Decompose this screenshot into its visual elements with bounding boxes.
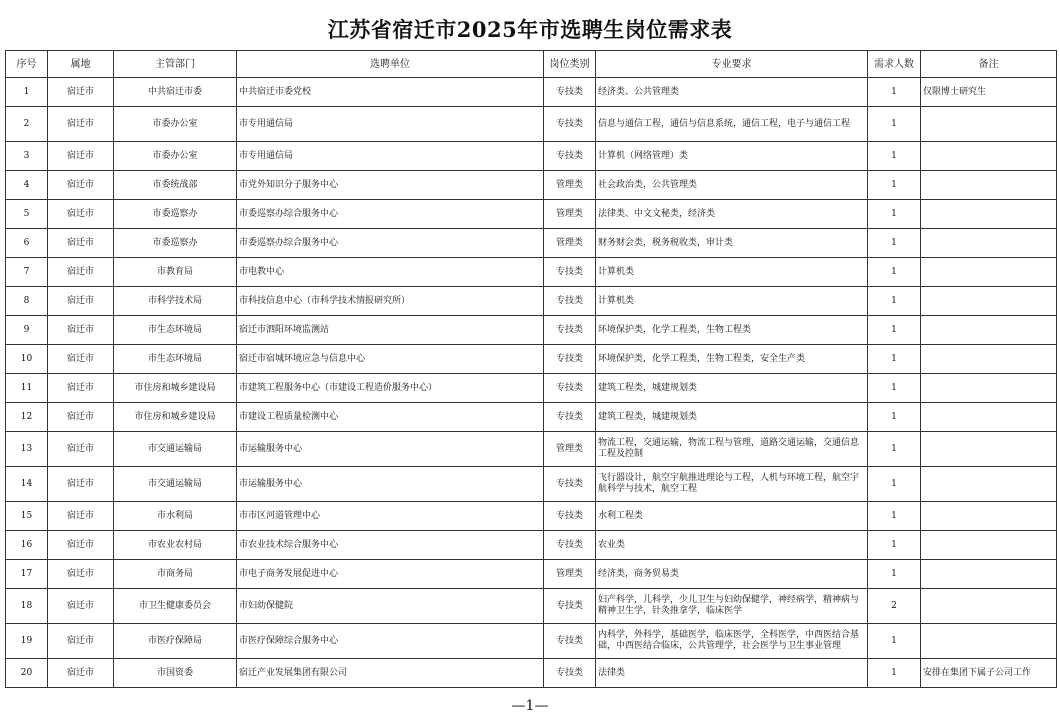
- table-row: [6, 258, 1057, 287]
- cell-major: 建筑工程类，城建规划类: [596, 403, 868, 432]
- table-row: [6, 560, 1057, 589]
- cell-no: 5: [6, 200, 48, 229]
- cell-category: 专技类: [544, 78, 596, 107]
- cell-unit: 宿迁市泗阳环境监测站: [237, 316, 544, 345]
- cell-dept: 市住房和城乡建设局: [114, 403, 237, 432]
- cell-no: 2: [6, 107, 48, 142]
- cell-major: 法律类: [596, 659, 868, 688]
- cell-note: [921, 560, 1057, 589]
- cell-no: 20: [6, 659, 48, 688]
- cell-category: 管理类: [544, 171, 596, 200]
- cell-major: 内科学，外科学，基础医学，临床医学，全科医学，中西医结合基础，中西医结合临床，公共管理学，社会医学与卫生事业管理: [596, 624, 868, 659]
- cell-unit: 宿迁市宿城环境应急与信息中心: [237, 345, 544, 374]
- cell-note: [921, 432, 1057, 467]
- cell-area: 宿迁市: [48, 624, 114, 659]
- table-row: [6, 287, 1057, 316]
- cell-unit: 中共宿迁市委党校: [237, 78, 544, 107]
- cell-unit: 市专用通信局: [237, 142, 544, 171]
- cell-major: 社会政治类，公共管理类: [596, 171, 868, 200]
- cell-unit: 市农业技术综合服务中心: [237, 531, 544, 560]
- cell-category: 管理类: [544, 432, 596, 467]
- cell-category: 专技类: [544, 403, 596, 432]
- cell-no: 4: [6, 171, 48, 200]
- cell-major: 计算机（网络管理）类: [596, 142, 868, 171]
- col-header-category: 岗位类别: [544, 51, 596, 78]
- cell-category: 专技类: [544, 374, 596, 403]
- cell-dept: 市交通运输局: [114, 432, 237, 467]
- page-title: 江苏省宿迁市2025年市选聘生岗位需求表: [327, 17, 733, 42]
- cell-dept: 市委办公室: [114, 107, 237, 142]
- cell-count: 1: [868, 78, 921, 107]
- cell-count: 1: [868, 171, 921, 200]
- cell-count: 1: [868, 374, 921, 403]
- cell-count: 1: [868, 403, 921, 432]
- col-header-count: 需求人数: [868, 51, 921, 78]
- cell-dept: 市医疗保障局: [114, 624, 237, 659]
- cell-note: [921, 624, 1057, 659]
- cell-note: [921, 287, 1057, 316]
- table-row: [6, 345, 1057, 374]
- table-row: [6, 589, 1057, 624]
- cell-dept: 市委巡察办: [114, 229, 237, 258]
- cell-count: 1: [868, 258, 921, 287]
- cell-area: 宿迁市: [48, 171, 114, 200]
- cell-unit: 市党外知识分子服务中心: [237, 171, 544, 200]
- cell-major: 法律类、中文文秘类，经济类: [596, 200, 868, 229]
- cell-area: 宿迁市: [48, 589, 114, 624]
- table-header-row: [6, 51, 1057, 78]
- cell-category: 专技类: [544, 589, 596, 624]
- cell-major: 计算机类: [596, 287, 868, 316]
- cell-category: 管理类: [544, 200, 596, 229]
- cell-count: 1: [868, 560, 921, 589]
- cell-area: 宿迁市: [48, 560, 114, 589]
- cell-major: 经济类，商务贸易类: [596, 560, 868, 589]
- cell-count: 1: [868, 502, 921, 531]
- cell-unit: 市建设工程质量检测中心: [237, 403, 544, 432]
- table-row: [6, 200, 1057, 229]
- cell-unit: 市运输服务中心: [237, 467, 544, 502]
- cell-area: 宿迁市: [48, 432, 114, 467]
- cell-no: 18: [6, 589, 48, 624]
- cell-count: 1: [868, 531, 921, 560]
- cell-dept: 市教育局: [114, 258, 237, 287]
- cell-no: 12: [6, 403, 48, 432]
- col-header-unit: 选聘单位: [237, 51, 544, 78]
- cell-note: [921, 142, 1057, 171]
- cell-major: 妇产科学，儿科学，少儿卫生与妇幼保健学，神经病学，精神病与精神卫生学，针灸推拿学，临床医学: [596, 589, 868, 624]
- table-row: [6, 432, 1057, 467]
- table-row: [6, 107, 1057, 142]
- table-row: [6, 467, 1057, 502]
- cell-area: 宿迁市: [48, 502, 114, 531]
- table-row: [6, 142, 1057, 171]
- cell-no: 16: [6, 531, 48, 560]
- cell-area: 宿迁市: [48, 78, 114, 107]
- cell-category: 专技类: [544, 258, 596, 287]
- cell-dept: 市委统战部: [114, 171, 237, 200]
- job-requirements-table: [5, 50, 1057, 688]
- cell-dept: 市卫生健康委员会: [114, 589, 237, 624]
- cell-category: 专技类: [544, 659, 596, 688]
- cell-note: [921, 200, 1057, 229]
- cell-dept: 市商务局: [114, 560, 237, 589]
- cell-no: 3: [6, 142, 48, 171]
- cell-unit: 市市区河道管理中心: [237, 502, 544, 531]
- cell-no: 10: [6, 345, 48, 374]
- cell-count: 2: [868, 589, 921, 624]
- cell-no: 11: [6, 374, 48, 403]
- cell-count: 1: [868, 432, 921, 467]
- cell-unit: 市电子商务发展促进中心: [237, 560, 544, 589]
- cell-note: [921, 467, 1057, 502]
- cell-dept: 中共宿迁市委: [114, 78, 237, 107]
- table-row: [6, 374, 1057, 403]
- cell-dept: 市国资委: [114, 659, 237, 688]
- cell-unit: 宿迁产业发展集团有限公司: [237, 659, 544, 688]
- cell-unit: 市专用通信局: [237, 107, 544, 142]
- cell-no: 17: [6, 560, 48, 589]
- cell-note: [921, 589, 1057, 624]
- cell-note: [921, 316, 1057, 345]
- col-header-dept: 主管部门: [114, 51, 237, 78]
- cell-note: 仅限博士研究生: [921, 78, 1057, 107]
- cell-no: 8: [6, 287, 48, 316]
- cell-count: 1: [868, 316, 921, 345]
- cell-dept: 市委巡察办: [114, 200, 237, 229]
- cell-area: 宿迁市: [48, 107, 114, 142]
- cell-category: 专技类: [544, 287, 596, 316]
- cell-major: 建筑工程类，城建规划类: [596, 374, 868, 403]
- col-header-no: 序号: [6, 51, 48, 78]
- cell-count: 1: [868, 624, 921, 659]
- cell-no: 9: [6, 316, 48, 345]
- cell-no: 13: [6, 432, 48, 467]
- cell-note: [921, 258, 1057, 287]
- cell-count: 1: [868, 107, 921, 142]
- cell-major: 信息与通信工程，通信与信息系统，通信工程，电子与通信工程: [596, 107, 868, 142]
- cell-area: 宿迁市: [48, 467, 114, 502]
- cell-unit: 市妇幼保健院: [237, 589, 544, 624]
- cell-count: 1: [868, 287, 921, 316]
- cell-count: 1: [868, 467, 921, 502]
- cell-area: 宿迁市: [48, 374, 114, 403]
- cell-note: [921, 502, 1057, 531]
- cell-dept: 市住房和城乡建设局: [114, 374, 237, 403]
- cell-category: 管理类: [544, 560, 596, 589]
- table-row: [6, 502, 1057, 531]
- cell-note: [921, 229, 1057, 258]
- col-header-major: 专业要求: [596, 51, 868, 78]
- cell-note: [921, 531, 1057, 560]
- cell-dept: 市科学技术局: [114, 287, 237, 316]
- cell-note: [921, 374, 1057, 403]
- cell-area: 宿迁市: [48, 316, 114, 345]
- cell-category: 专技类: [544, 624, 596, 659]
- col-header-area: 属地: [48, 51, 114, 78]
- cell-unit: 市运输服务中心: [237, 432, 544, 467]
- cell-dept: 市农业农村局: [114, 531, 237, 560]
- cell-dept: 市交通运输局: [114, 467, 237, 502]
- table-row: [6, 78, 1057, 107]
- cell-note: [921, 171, 1057, 200]
- cell-category: 管理类: [544, 229, 596, 258]
- cell-major: 环境保护类，化学工程类，生物工程类，安全生产类: [596, 345, 868, 374]
- table-row: [6, 659, 1057, 688]
- cell-category: 专技类: [544, 107, 596, 142]
- cell-no: 15: [6, 502, 48, 531]
- cell-area: 宿迁市: [48, 287, 114, 316]
- cell-unit: 市委巡察办综合服务中心: [237, 200, 544, 229]
- cell-area: 宿迁市: [48, 531, 114, 560]
- cell-category: 专技类: [544, 502, 596, 531]
- cell-note: [921, 107, 1057, 142]
- cell-category: 专技类: [544, 531, 596, 560]
- cell-dept: 市生态环境局: [114, 345, 237, 374]
- cell-count: 1: [868, 142, 921, 171]
- cell-area: 宿迁市: [48, 142, 114, 171]
- cell-major: 经济类、公共管理类: [596, 78, 868, 107]
- table-row: [6, 316, 1057, 345]
- cell-note: 安排在集团下属子公司工作: [921, 659, 1057, 688]
- cell-no: 1: [6, 78, 48, 107]
- cell-dept: 市生态环境局: [114, 316, 237, 345]
- cell-count: 1: [868, 229, 921, 258]
- cell-no: 14: [6, 467, 48, 502]
- cell-no: 7: [6, 258, 48, 287]
- cell-dept: 市水利局: [114, 502, 237, 531]
- col-header-note: 备注: [921, 51, 1057, 78]
- cell-unit: 市电教中心: [237, 258, 544, 287]
- cell-dept: 市委办公室: [114, 142, 237, 171]
- cell-area: 宿迁市: [48, 659, 114, 688]
- cell-major: 飞行器设计，航空宇航推进理论与工程，人机与环境工程，航空宇航科学与技术，航空工程: [596, 467, 868, 502]
- cell-major: 财务财会类，税务税收类，审计类: [596, 229, 868, 258]
- cell-area: 宿迁市: [48, 229, 114, 258]
- cell-major: 计算机类: [596, 258, 868, 287]
- cell-major: 农业类: [596, 531, 868, 560]
- cell-unit: 市建筑工程服务中心（市建设工程造价服务中心）: [237, 374, 544, 403]
- cell-category: 专技类: [544, 345, 596, 374]
- cell-no: 19: [6, 624, 48, 659]
- cell-major: 环境保护类，化学工程类，生物工程类: [596, 316, 868, 345]
- table-row: [6, 229, 1057, 258]
- cell-area: 宿迁市: [48, 345, 114, 374]
- cell-note: [921, 345, 1057, 374]
- cell-unit: 市委巡察办综合服务中心: [237, 229, 544, 258]
- table-row: [6, 171, 1057, 200]
- cell-area: 宿迁市: [48, 200, 114, 229]
- cell-area: 宿迁市: [48, 258, 114, 287]
- cell-note: [921, 403, 1057, 432]
- cell-category: 专技类: [544, 467, 596, 502]
- cell-category: 专技类: [544, 316, 596, 345]
- cell-count: 1: [868, 345, 921, 374]
- cell-major: 水利工程类: [596, 502, 868, 531]
- cell-category: 专技类: [544, 142, 596, 171]
- table-row: [6, 531, 1057, 560]
- page-number: —1—: [511, 698, 549, 714]
- cell-no: 6: [6, 229, 48, 258]
- table-row: [6, 624, 1057, 659]
- cell-area: 宿迁市: [48, 403, 114, 432]
- cell-major: 物流工程，交通运输，物流工程与管理，道路交通运输，交通信息工程及控制: [596, 432, 868, 467]
- table-row: [6, 403, 1057, 432]
- cell-count: 1: [868, 659, 921, 688]
- cell-unit: 市科技信息中心（市科学技术情报研究所）: [237, 287, 544, 316]
- cell-count: 1: [868, 200, 921, 229]
- cell-unit: 市医疗保障综合服务中心: [237, 624, 544, 659]
